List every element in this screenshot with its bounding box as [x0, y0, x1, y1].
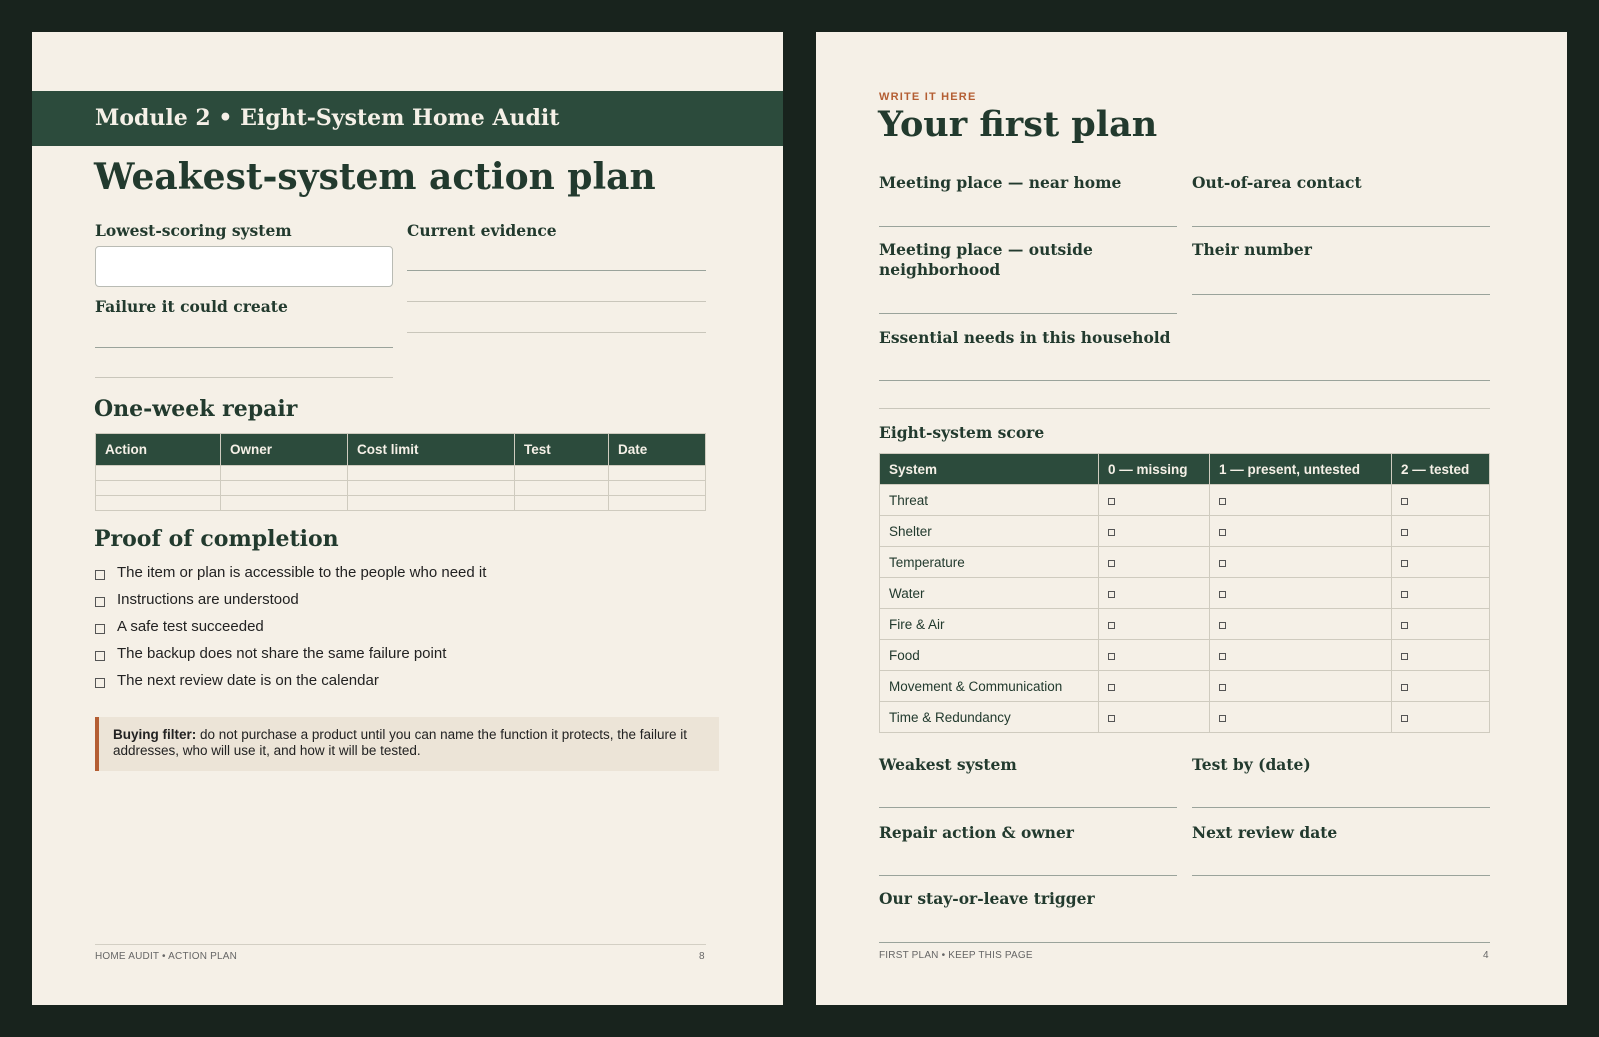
score-cell — [1210, 516, 1392, 547]
score-checkbox[interactable] — [1401, 622, 1408, 629]
page-title: Your first plan — [878, 104, 1158, 145]
score-checkbox[interactable] — [1108, 715, 1115, 722]
page-right — [816, 32, 1567, 1005]
repair-heading: One-week repair — [94, 396, 298, 422]
proof-item — [95, 645, 446, 662]
table-row — [96, 466, 706, 481]
table-row — [96, 496, 706, 511]
proof-item-label: A safe test succeeded — [117, 618, 264, 635]
evidence-line-1[interactable] — [407, 270, 706, 271]
score-checkbox[interactable] — [1219, 715, 1226, 722]
score-cell — [1210, 640, 1392, 671]
score-cell — [1099, 547, 1210, 578]
proof-heading: Proof of completion — [94, 526, 339, 552]
score-checkbox[interactable] — [1401, 498, 1408, 505]
proof-item-label: The item or plan is accessible to the people who need it — [117, 564, 487, 581]
col-action: Action — [96, 434, 221, 466]
repair-table — [95, 433, 706, 511]
checkbox[interactable] — [95, 597, 105, 607]
score-cell — [1392, 578, 1490, 609]
lowest-scoring-input[interactable] — [95, 246, 393, 287]
table-cell[interactable] — [221, 466, 348, 481]
system-name: Movement & Communication — [880, 671, 1099, 702]
score-cell — [1210, 485, 1392, 516]
score-cell — [1099, 640, 1210, 671]
table-row — [880, 609, 1490, 640]
score-checkbox[interactable] — [1108, 653, 1115, 660]
score-cell — [1392, 640, 1490, 671]
table-cell[interactable] — [96, 466, 221, 481]
score-checkbox[interactable] — [1108, 560, 1115, 567]
score-cell — [1392, 702, 1490, 733]
proof-item-label: Instructions are understood — [117, 591, 299, 608]
evidence-line-2[interactable] — [407, 301, 706, 302]
col-cost-limit: Cost limit — [348, 434, 515, 466]
proof-item — [95, 618, 264, 635]
table-row — [96, 481, 706, 496]
score-checkbox[interactable] — [1401, 591, 1408, 598]
system-name: Water — [880, 578, 1099, 609]
meeting-outside-line[interactable] — [879, 313, 1177, 314]
score-cell — [1099, 702, 1210, 733]
callout-label: Buying filter: — [113, 727, 197, 742]
proof-item — [95, 591, 299, 608]
score-checkbox[interactable] — [1219, 622, 1226, 629]
score-cell — [1210, 702, 1392, 733]
failure-line-2[interactable] — [95, 377, 393, 378]
trigger-label: Our stay-or-leave trigger — [879, 889, 1095, 908]
score-checkbox[interactable] — [1401, 560, 1408, 567]
page-left — [32, 32, 783, 1005]
essential-line-1[interactable] — [879, 380, 1490, 381]
score-checkbox[interactable] — [1219, 653, 1226, 660]
proof-item-label: The next review date is on the calendar — [117, 672, 379, 689]
col-date: Date — [609, 434, 706, 466]
score-cell — [1392, 485, 1490, 516]
their-number-label: Their number — [1192, 240, 1312, 259]
col-present-untested: 1 — present, untested — [1210, 454, 1392, 485]
col-missing: 0 — missing — [1099, 454, 1210, 485]
system-name: Threat — [880, 485, 1099, 516]
score-checkbox[interactable] — [1219, 560, 1226, 567]
score-table — [879, 453, 1490, 733]
next-review-line[interactable] — [1192, 875, 1490, 876]
meeting-near-line[interactable] — [879, 226, 1177, 227]
score-checkbox[interactable] — [1401, 529, 1408, 536]
repair-owner-label: Repair action & owner — [879, 823, 1074, 842]
out-of-area-line[interactable] — [1192, 226, 1490, 227]
footer-label: HOME AUDIT • ACTION PLAN — [95, 951, 238, 962]
score-cell — [1392, 609, 1490, 640]
table-row — [880, 485, 1490, 516]
table-cell[interactable] — [609, 481, 706, 496]
table-cell[interactable] — [609, 496, 706, 511]
repair-owner-line[interactable] — [879, 875, 1177, 876]
table-row — [880, 516, 1490, 547]
buying-filter-callout — [95, 717, 719, 771]
table-row — [880, 547, 1490, 578]
system-name: Fire & Air — [880, 609, 1099, 640]
score-checkbox[interactable] — [1219, 591, 1226, 598]
footer-label: FIRST PLAN • KEEP THIS PAGE — [879, 950, 1033, 961]
table-cell[interactable] — [515, 481, 609, 496]
system-name: Shelter — [880, 516, 1099, 547]
page-number: 4 — [1483, 950, 1489, 961]
page-title: Weakest-system action plan — [94, 156, 656, 198]
col-system: System — [880, 454, 1099, 485]
score-checkbox[interactable] — [1108, 684, 1115, 691]
score-checkbox[interactable] — [1401, 684, 1408, 691]
lowest-scoring-label: Lowest-scoring system — [95, 221, 292, 240]
score-cell — [1392, 516, 1490, 547]
score-cell — [1099, 485, 1210, 516]
module-banner: Module 2 • Eight-System Home Audit — [32, 91, 783, 146]
meeting-outside-label: Meeting place — outside neighborhood — [879, 240, 1093, 279]
score-cell — [1210, 547, 1392, 578]
table-row — [880, 671, 1490, 702]
score-cell — [1210, 671, 1392, 702]
table-cell[interactable] — [221, 481, 348, 496]
test-by-line[interactable] — [1192, 807, 1490, 808]
meeting-near-label: Meeting place — near home — [879, 173, 1122, 192]
score-cell — [1392, 547, 1490, 578]
footer-rule — [879, 942, 1490, 943]
table-cell[interactable] — [348, 496, 515, 511]
table-cell[interactable] — [96, 496, 221, 511]
table-row — [880, 578, 1490, 609]
score-cell — [1099, 609, 1210, 640]
col-owner: Owner — [221, 434, 348, 466]
col-tested: 2 — tested — [1392, 454, 1490, 485]
score-cell — [1099, 578, 1210, 609]
failure-label: Failure it could create — [95, 297, 288, 316]
score-cell — [1210, 609, 1392, 640]
score-heading: Eight-system score — [879, 423, 1045, 442]
score-checkbox[interactable] — [1108, 529, 1115, 536]
score-checkbox[interactable] — [1401, 653, 1408, 660]
score-checkbox[interactable] — [1219, 529, 1226, 536]
score-cell — [1392, 671, 1490, 702]
system-name: Temperature — [880, 547, 1099, 578]
page-number: 8 — [699, 951, 705, 962]
table-row — [880, 702, 1490, 733]
essential-needs-label: Essential needs in this household — [879, 328, 1171, 347]
proof-item — [95, 564, 486, 581]
score-checkbox[interactable] — [1401, 715, 1408, 722]
score-cell — [1210, 578, 1392, 609]
out-of-area-label: Out-of-area contact — [1192, 173, 1362, 192]
table-cell[interactable] — [348, 466, 515, 481]
test-by-label: Test by (date) — [1192, 755, 1311, 774]
score-checkbox[interactable] — [1219, 684, 1226, 691]
weakest-system-line[interactable] — [879, 807, 1177, 808]
table-row — [880, 640, 1490, 671]
system-name: Food — [880, 640, 1099, 671]
checkbox[interactable] — [95, 624, 105, 634]
score-checkbox[interactable] — [1108, 498, 1115, 505]
table-cell[interactable] — [515, 496, 609, 511]
table-cell[interactable] — [96, 481, 221, 496]
score-checkbox[interactable] — [1219, 498, 1226, 505]
proof-item — [95, 672, 379, 689]
table-cell[interactable] — [221, 496, 348, 511]
table-cell[interactable] — [609, 466, 706, 481]
failure-line-1[interactable] — [95, 347, 393, 348]
col-test: Test — [515, 434, 609, 466]
checkbox[interactable] — [95, 570, 105, 580]
their-number-line[interactable] — [1192, 294, 1490, 295]
score-checkbox[interactable] — [1108, 591, 1115, 598]
essential-line-2[interactable] — [879, 408, 1490, 409]
score-cell — [1099, 516, 1210, 547]
checkbox[interactable] — [95, 678, 105, 688]
proof-item-label: The backup does not share the same failure point — [117, 645, 447, 662]
callout-text: do not purchase a product until you can name the function it protects, the failure it addresses, who will use it, and how it will be tested. — [113, 727, 688, 758]
current-evidence-label: Current evidence — [407, 221, 557, 240]
footer-rule — [95, 944, 706, 945]
next-review-label: Next review date — [1192, 823, 1338, 842]
system-name: Time & Redundancy — [880, 702, 1099, 733]
checkbox[interactable] — [95, 651, 105, 661]
score-cell — [1099, 671, 1210, 702]
table-cell[interactable] — [348, 481, 515, 496]
table-cell[interactable] — [515, 466, 609, 481]
score-checkbox[interactable] — [1108, 622, 1115, 629]
eyebrow: WRITE IT HERE — [879, 91, 977, 103]
weakest-system-label: Weakest system — [879, 755, 1017, 774]
evidence-line-3[interactable] — [407, 332, 706, 333]
